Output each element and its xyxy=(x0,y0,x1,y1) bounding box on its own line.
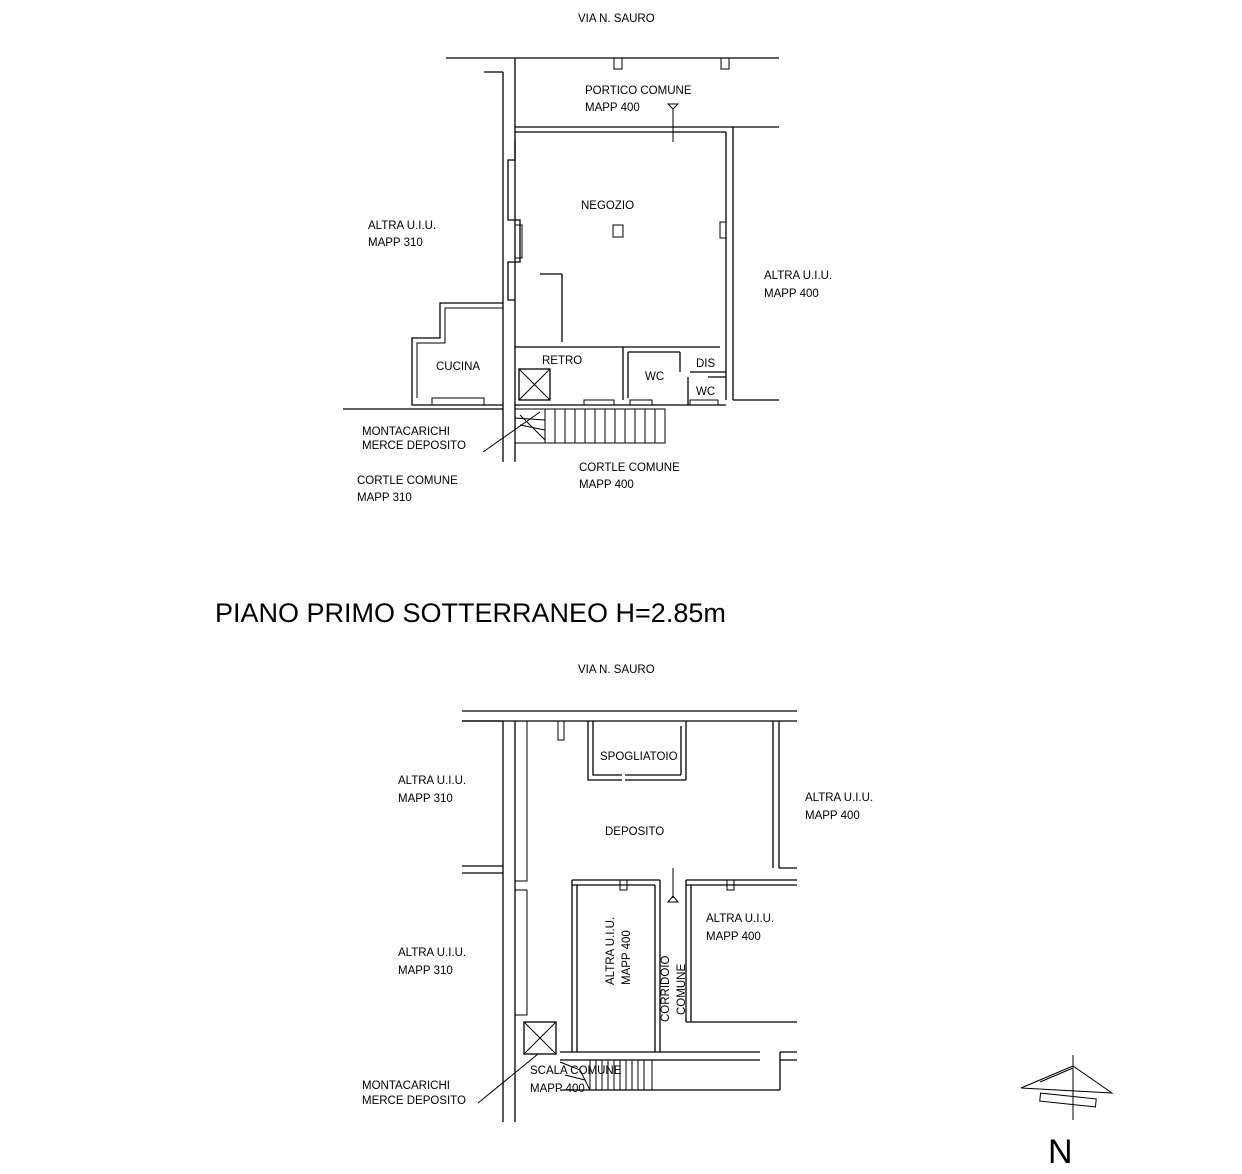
montacarichi-b-label-1: MONTACARICHI xyxy=(362,1080,450,1092)
cortile-310-label-2: MAPP 310 xyxy=(357,492,412,504)
altra-right-mid-label-1: ALTRA U.I.U. xyxy=(706,913,775,925)
spogliatoio-label: SPOGLIATOIO xyxy=(600,751,678,763)
altra-left-label-2: MAPP 310 xyxy=(368,237,423,249)
montacarichi-b-label-2: MERCE DEPOSITO xyxy=(362,1095,466,1107)
altra-right-label-1: ALTRA U.I.U. xyxy=(764,270,833,282)
street-label-top: VIA N. SAURO xyxy=(578,13,655,25)
altra-right-mid-label-2: MAPP 400 xyxy=(706,931,761,943)
basement-plan xyxy=(362,664,873,1122)
scala-label-2: MAPP 400 xyxy=(530,1083,585,1095)
altra-left-top-label-1: ALTRA U.I.U. xyxy=(398,775,467,787)
north-label: N xyxy=(1048,1133,1073,1171)
cortile-400-label-1: CORTLE COMUNE xyxy=(579,462,680,474)
negozio-label: NEGOZIO xyxy=(581,200,635,212)
basement-title: PIANO PRIMO SOTTERRANEO H=2.85m xyxy=(215,598,726,628)
wc-label-2: WC xyxy=(696,386,716,398)
altra-right-top-label-2: MAPP 400 xyxy=(805,810,860,822)
altra-right-label-2: MAPP 400 xyxy=(764,288,819,300)
altra-left-bottom-label-1: ALTRA U.I.U. xyxy=(398,947,467,959)
montacarichi-label-1: MONTACARICHI xyxy=(362,426,450,438)
wc-label-1: WC xyxy=(645,371,665,383)
altra-vertical-label-2: MAPP 400 xyxy=(621,930,633,985)
cortile-400-label-2: MAPP 400 xyxy=(579,479,634,491)
cucina-label: CUCINA xyxy=(436,361,481,373)
altra-vertical-label-1: ALTRA U.I.U. xyxy=(605,916,617,985)
altra-left-bottom-label-2: MAPP 310 xyxy=(398,965,453,977)
street-label-bottom: VIA N. SAURO xyxy=(578,664,655,676)
scala-label-1: SCALA COMUNE xyxy=(530,1065,622,1077)
altra-right-top-label-1: ALTRA U.I.U. xyxy=(805,792,874,804)
deposito-label: DEPOSITO xyxy=(605,826,665,838)
corridoio-label-1: CORRIDOIO xyxy=(660,955,672,1022)
portico-label-2: MAPP 400 xyxy=(585,102,640,114)
ground-floor-plan xyxy=(343,13,832,504)
north-arrow-icon xyxy=(1021,1055,1112,1171)
corridoio-label-2: COMUNE xyxy=(676,963,688,1015)
dis-label: DIS xyxy=(696,358,716,370)
altra-left-top-label-2: MAPP 310 xyxy=(398,793,453,805)
montacarichi-label-2: MERCE DEPOSITO xyxy=(362,440,466,452)
cortile-310-label-1: CORTLE COMUNE xyxy=(357,475,458,487)
portico-label-1: PORTICO COMUNE xyxy=(585,85,692,97)
altra-left-label-1: ALTRA U.I.U. xyxy=(368,220,437,232)
retro-label: RETRO xyxy=(542,355,583,367)
